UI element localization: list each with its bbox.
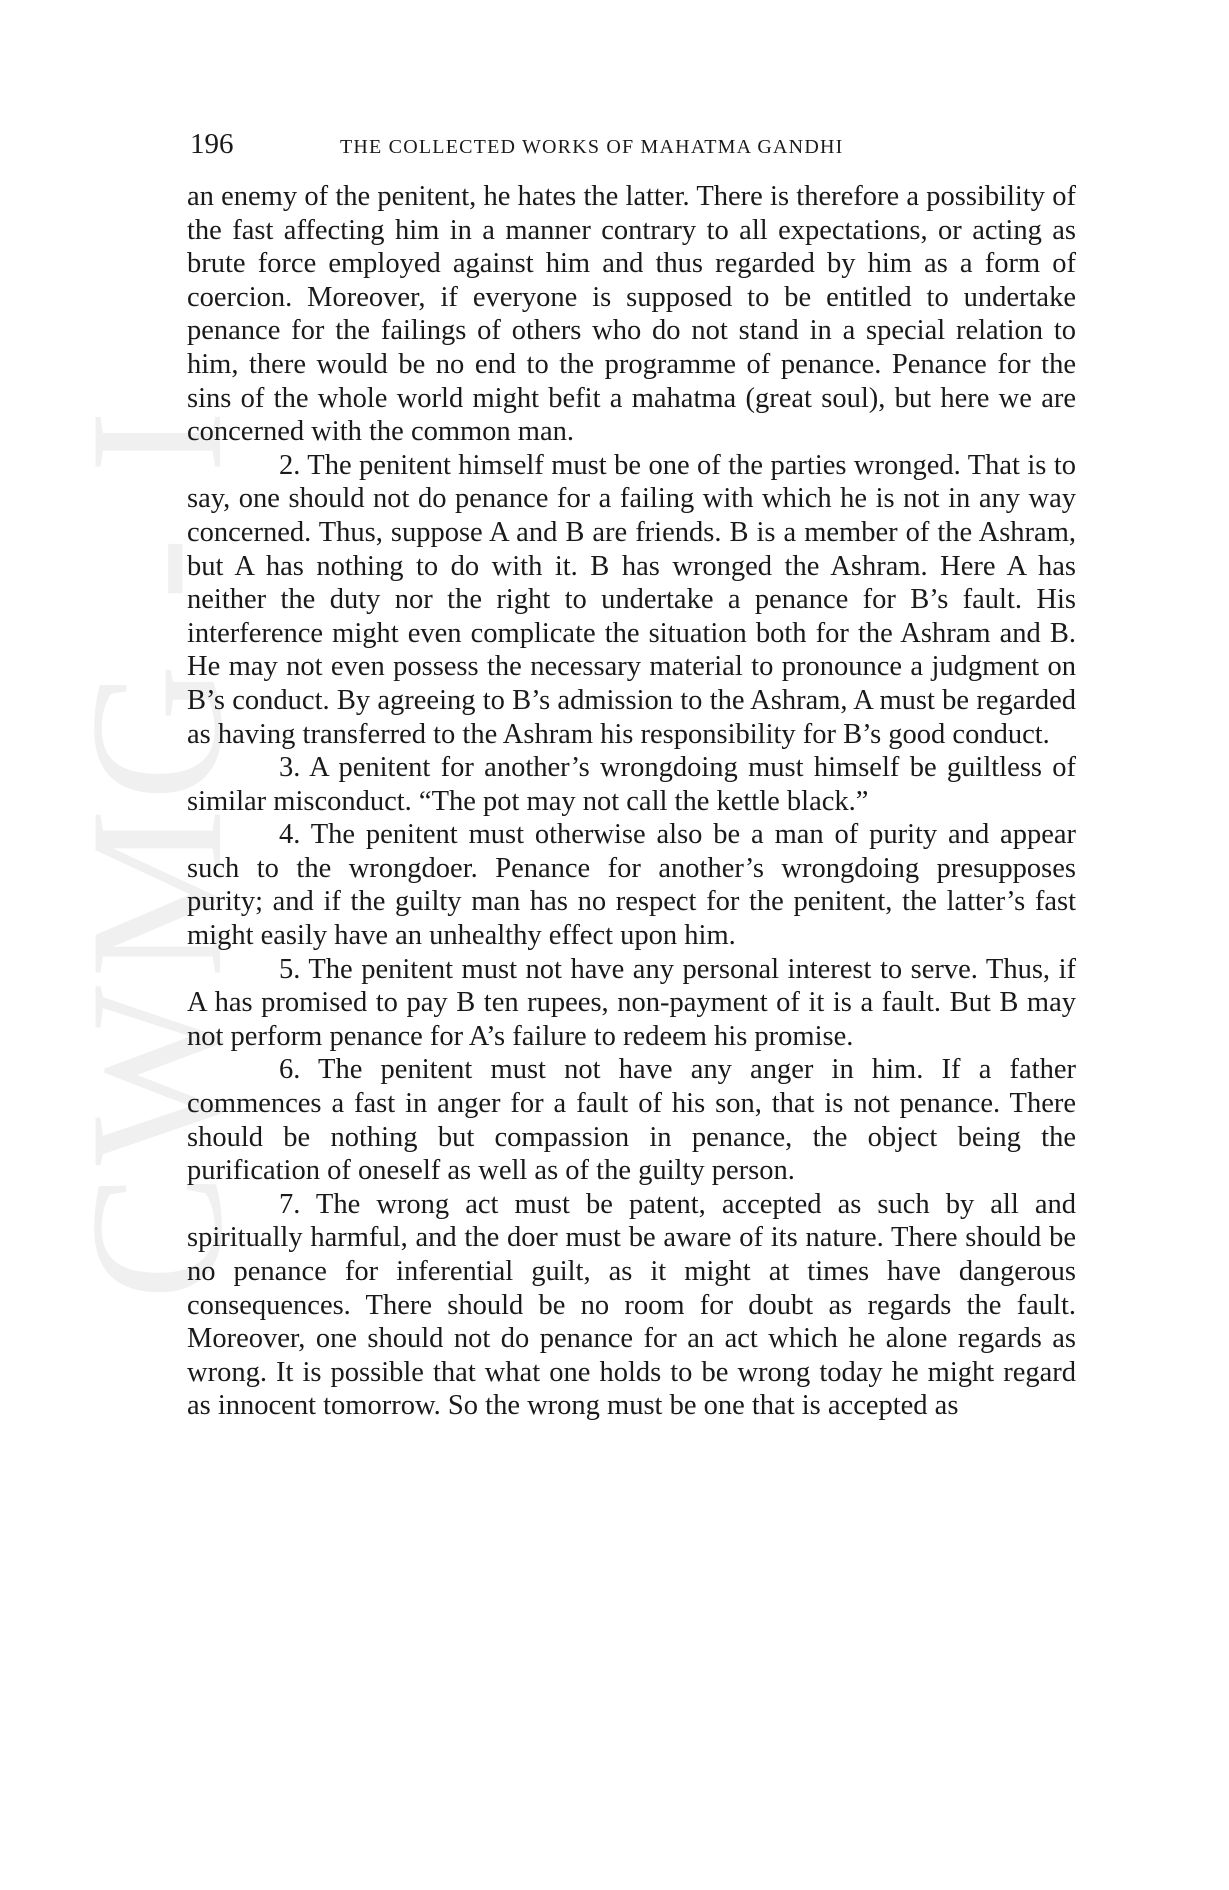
paragraph-point-4: 4. The penitent must otherwise also be a man of purity and appear such to the wrongdoer. Penance for another’s wrongdoing presupposes purity; and if the guilty man has no respect for the penitent, the latter’s fast might easily have an unhealthy effect upon him. xyxy=(187,819,1076,952)
paragraph-point-3: 3. A penitent for another’s wrongdoing must himself be guiltless of similar misconduct. “The pot may not call the kettle black.” xyxy=(187,752,1076,817)
paragraph-continuation: an enemy of the penitent, he hates the latter. There is therefore a possibility of the fast affecting him in a manner contrary to all expectations, or acting as brute force employed against him and thus regarded by him as a form of coercion. Moreover, if everyone is supposed to be entitled to undertake penance for the failings of others who do not stand in a special relation to him, there would be no end to the programme of penance. Penance for the sins of the whole world might befit a mahatma (great soul), but here we are concerned with the common man. xyxy=(187,181,1076,448)
running-head: THE COLLECTED WORKS OF MAHATMA GANDHI xyxy=(340,136,844,158)
watermark: CWMG - I xyxy=(52,402,262,1300)
paragraph-point-7: 7. The wrong act must be patent, accepted as such by all and spiritually harmful, and the doer must be aware of its nature. There should be no penance for inferential guilt, as it might at times have dangerous consequences. There should be no room for doubt as regards the fault. Moreover, one should not do penance for an act which he alone regards as wrong. It is possible that what one holds to be wrong today he might regard as innocent tomorrow. So the wrong must be one that is accepted as xyxy=(187,1188,1076,1422)
page-number: 196 xyxy=(190,128,234,160)
paragraph-point-6: 6. The penitent must not have any anger in him. If a father commences a fast in anger for a fault of his son, that is not penance. There should be nothing but compassion in penance, the object being the purification of oneself as well as of the guilty person. xyxy=(187,1054,1076,1187)
paragraph-point-5: 5. The penitent must not have any personal interest to serve. Thus, if A has promised to pay B ten rupees, non-payment of it is a fault. But B may not perform penance for A’s failure to redeem his promise. xyxy=(187,953,1076,1052)
body-text xyxy=(187,180,1076,1423)
page-header xyxy=(190,128,1075,168)
paragraph-point-2: 2. The penitent himself must be one of the parties wronged. That is to say, one should not do penance for a failing with which he is not in any way concerned. Thus, suppose A and B are friends. B is a member of the Ashram, but A has nothing to do with it. B has wronged the Ashram. Here A has neither the duty nor the right to undertake a penance for B’s fault. His interference might even complicate the situation both for the Ashram and B. He may not even possess the necessary material to pronounce a judgment on B’s conduct. By agreeing to B’s admission to the Ashram, A must be regarded as having transferred to the Ashram his responsibility for B’s good conduct. xyxy=(187,449,1076,750)
